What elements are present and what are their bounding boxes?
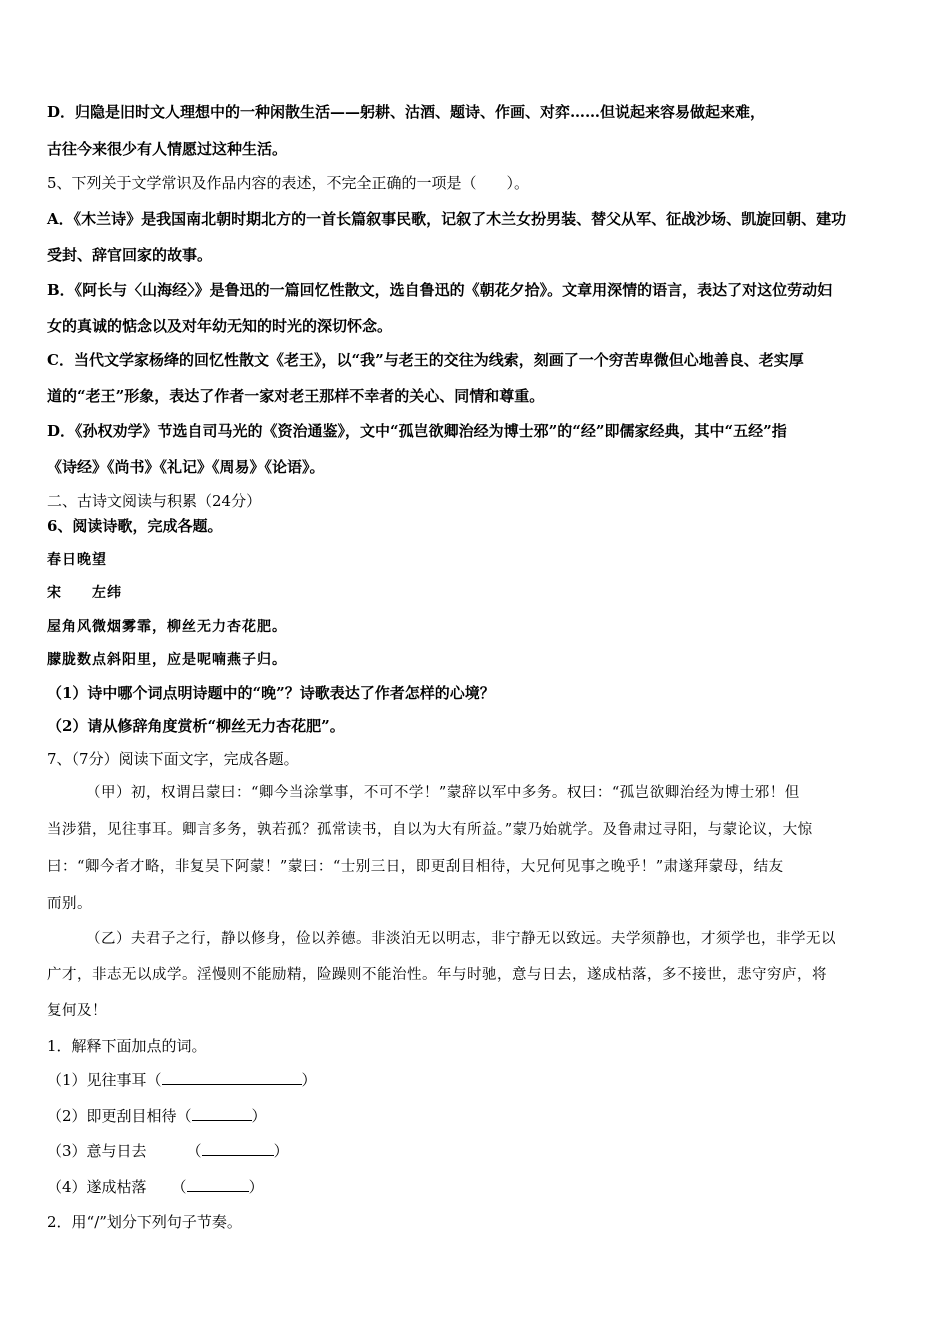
passage-yi-line1: （乙）夫君子之行，静以修身，俭以养德。非淡泊无以明志，非宁静无以致远。夫学须静也，才须学也，非学无以 — [86, 931, 836, 947]
passage-yi-line3: 复何及！ — [47, 1003, 107, 1019]
poem-line-2: 朦胧数点斜阳里，应是呢喃燕子归。 — [47, 652, 287, 668]
blank-item-1-label: （1）见往事耳（ — [47, 1071, 162, 1089]
answer-blank-3[interactable] — [202, 1141, 274, 1156]
blank-item-1 — [47, 1070, 317, 1090]
blank-item-3 — [47, 1141, 289, 1161]
passage-jia-line2: 当涉猎，见往事耳。卿言多务，孰若孤？孤常读书，自以为大有所益。”蒙乃始就学。及鲁肃过寻阳，与蒙论议，大惊 — [47, 822, 813, 838]
answer-blank-2[interactable] — [192, 1106, 252, 1121]
blank-item-2 — [47, 1106, 267, 1126]
poem-author: 宋 左纬 — [47, 585, 122, 601]
q6-subquestion-1: （1）诗中哪个词点明诗题中的“晚”？诗歌表达了作者怎样的心境？ — [47, 684, 495, 702]
answer-blank-4[interactable] — [187, 1177, 249, 1192]
q5-option-c-line1: C．当代文学家杨绛的回忆性散文《老王》，以“我”与老王的交往为线索，刻画了一个穷苦卑微但心地善良、老实厚 — [47, 351, 804, 369]
close-paren: ） — [273, 1142, 289, 1160]
q7-task-1: 1．解释下面加点的词。 — [47, 1037, 207, 1055]
answer-blank-1[interactable] — [162, 1070, 302, 1085]
section-heading: 二、古诗文阅读与积累（24分） — [47, 492, 262, 510]
close-paren: ） — [301, 1071, 317, 1089]
q4-option-d-line2: 古往今来很少有人情愿过这种生活。 — [47, 140, 288, 158]
q4-option-d-line1: D．归隐是旧时文人理想中的一种闲散生活——躬耕、沽酒、题诗、作画、对弈……但说起来容易做起来难， — [47, 103, 766, 121]
blank-item-4-label: （4）遂成枯落 — [47, 1178, 147, 1196]
q6-stem: 6、阅读诗歌，完成各题。 — [47, 517, 223, 535]
q5-option-b-line2: 女的真诚的惦念以及对年幼无知的时光的深切怀念。 — [47, 317, 393, 335]
q5-option-a-line1: A．《木兰诗》是我国南北朝时期北方的一首长篇叙事民歌，记叙了木兰女扮男装、替父从军、征战沙场、凯旋回朝、建功 — [47, 210, 847, 228]
passage-jia-line3: 曰：“卿今者才略，非复吴下阿蒙！”蒙曰：“士别三日，即更刮目相待，大兄何见事之晚乎！”肃遂拜蒙母，结友 — [47, 859, 784, 875]
open-paren: （ — [186, 1142, 202, 1160]
q5-stem: 5、下列关于文学常识及作品内容的表述，不完全正确的一项是（ ）。 — [47, 174, 530, 192]
passage-jia-line1: （甲）初，权谓吕蒙曰：“卿今当涂掌事，不可不学！”蒙辞以军中多务。权曰：“孤岂欲卿治经为博士邪！但 — [86, 785, 800, 801]
blank-item-4 — [47, 1177, 264, 1197]
passage-jia-line4: 而别。 — [47, 896, 92, 912]
q5-option-d-line1: D．《孙权劝学》节选自司马光的《资治通鉴》，文中“孤岂欲卿治经为博士邪”的“经”即儒家经典，其中“五经”指 — [47, 422, 787, 440]
q5-option-d-line2: 《诗经》《尚书》《礼记》《周易》《论语》。 — [47, 458, 325, 476]
q7-task-2: 2．用“/”划分下列句子节奏。 — [47, 1213, 242, 1231]
poem-title: 春日晚望 — [47, 552, 107, 568]
q5-option-a-line2: 受封、辞官回家的故事。 — [47, 246, 213, 264]
q6-subquestion-2: （2）请从修辞角度赏析“柳丝无力杏花肥”。 — [47, 717, 345, 735]
poem-line-1: 屋角风微烟雾霏，柳丝无力杏花肥。 — [47, 619, 287, 635]
open-paren: （ — [171, 1178, 187, 1196]
q5-option-c-line2: 道的“老王”形象，表达了作者一家对老王那样不幸者的关心、同情和尊重。 — [47, 387, 545, 405]
passage-yi-line2: 广才，非志无以成学。淫慢则不能励精，险躁则不能治性。年与时驰，意与日去，遂成枯落，多不接世，悲守穷庐，将 — [47, 967, 827, 983]
q5-option-b-line1: B．《阿长与〈山海经〉》是鲁迅的一篇回忆性散文，选自鲁迅的《朝花夕拾》。文章用深情的语言，表达了对这位劳动妇 — [47, 281, 833, 299]
close-paren: ） — [248, 1178, 264, 1196]
q7-stem: 7、（7分）阅读下面文字，完成各题。 — [47, 750, 299, 768]
blank-item-2-label: （2）即更刮目相待（ — [47, 1107, 192, 1125]
close-paren: ） — [251, 1107, 267, 1125]
blank-item-3-label: （3）意与日去 — [47, 1142, 147, 1160]
